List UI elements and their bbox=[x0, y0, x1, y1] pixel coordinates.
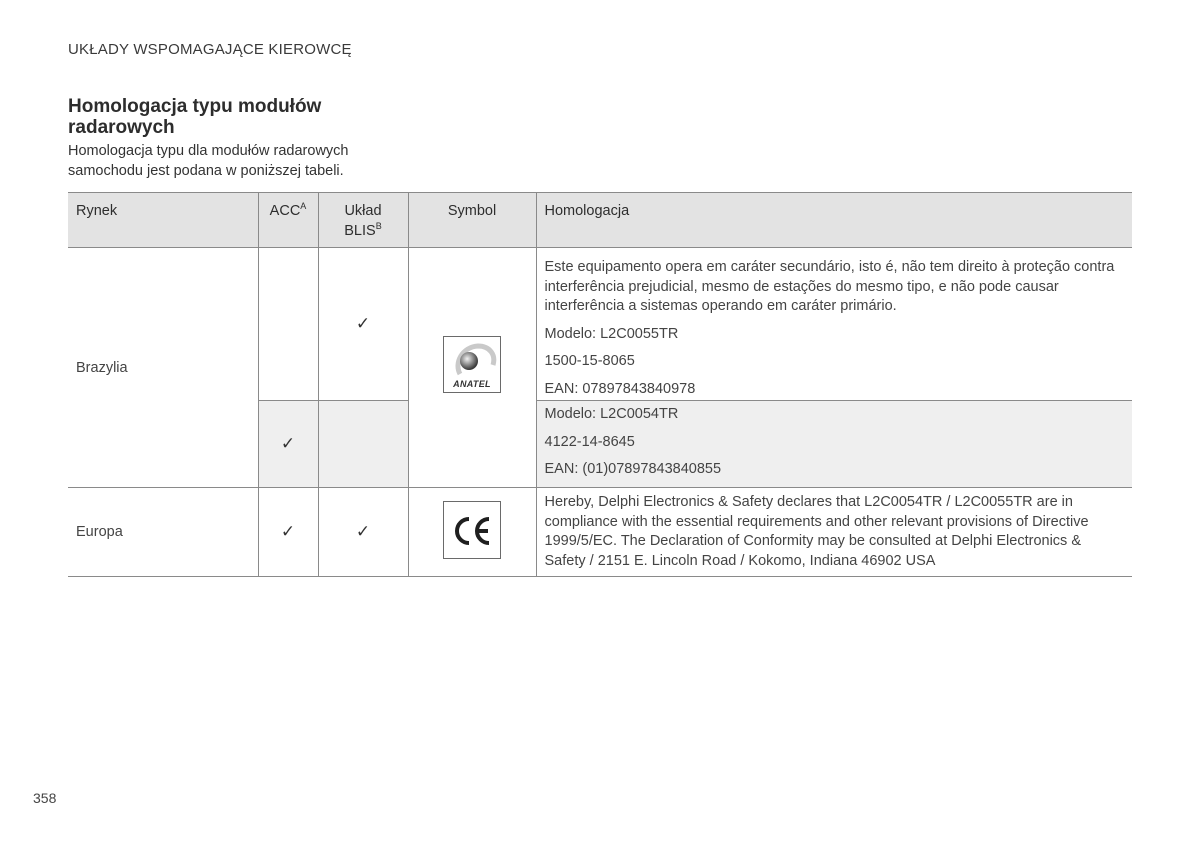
europe-declaration: Hereby, Delphi Electronics & Safety declares that L2C0054TR / L2C0055TR are in compliance with the essential requirements and other relevant provisions of Directive 1999/5/EC. The Declaration of Conformity may be consulted at Delphi Electronics & Safety / 2151 E. Lincoln Road / Kokomo, Indiana 46902 USA bbox=[544, 494, 1089, 569]
homologation-table bbox=[68, 192, 1132, 577]
europe-acc-check: ✓ bbox=[258, 488, 318, 577]
brazil-acc-model: Modelo: L2C0054TR bbox=[544, 406, 679, 422]
brazil-acc-cert: 4122-14-8645 bbox=[544, 433, 635, 450]
brazil-blis-check: ✓ bbox=[318, 248, 408, 401]
header-acc: $ACC^A$ bbox=[258, 193, 318, 248]
table-row bbox=[68, 488, 1132, 577]
brazil-blis-homologation bbox=[536, 248, 1132, 401]
brazil-blis-empty-cell bbox=[318, 401, 408, 488]
brazil-notice: Este equipamento opera em caráter secundário, isto é, não tem direito à proteção contra interferência prejudicial, mesmo de estações do mesmo tipo, e não pode causar interferência a sistemas operando em caráter primário. bbox=[544, 259, 1115, 314]
table-header-row bbox=[68, 193, 1132, 248]
europe-blis-check: ✓ bbox=[318, 488, 408, 577]
brazil-blis-cert: 1500-15-8065 bbox=[544, 353, 635, 369]
page-number: 358 bbox=[33, 790, 57, 806]
brazil-acc-empty-cell bbox=[258, 248, 318, 401]
brazil-acc-check: ✓ bbox=[258, 401, 318, 488]
anatel-symbol-cell bbox=[408, 248, 536, 488]
header-market: Rynek bbox=[68, 193, 258, 248]
brazil-acc-homologation bbox=[536, 401, 1132, 488]
section-intro: Homologacja typu dla modułów radarowych samochodu jest podana w poniższej tabeli. bbox=[68, 143, 349, 179]
running-head: UKŁADY WSPOMAGAJĄCE KIEROWCĘ bbox=[68, 41, 352, 58]
header-blis: Układ $BLIS^B$ bbox=[318, 193, 408, 248]
brazil-blis-model: Modelo: L2C0055TR bbox=[544, 325, 679, 342]
brazil-blis-ean: EAN: 07897843840978 bbox=[544, 380, 696, 397]
anatel-globe-icon bbox=[448, 341, 498, 377]
header-symbol: Symbol bbox=[408, 193, 536, 248]
brazil-acc-ean: EAN: (01)07897843840855 bbox=[544, 461, 722, 477]
ce-mark-icon bbox=[443, 501, 501, 559]
ce-symbol-cell bbox=[408, 488, 536, 577]
europe-homologation bbox=[536, 488, 1132, 577]
table-row bbox=[68, 248, 1132, 401]
market-europe: Europa bbox=[68, 488, 258, 577]
header-homologation: Homologacja bbox=[536, 193, 1132, 248]
ce-mark-svg bbox=[444, 502, 500, 558]
anatel-logo-text: ANATEL bbox=[453, 379, 491, 389]
section-title: Homologacja typu modułów radarowych bbox=[68, 96, 322, 138]
market-brazil: Brazylia bbox=[68, 248, 258, 488]
anatel-logo-icon bbox=[443, 336, 501, 393]
